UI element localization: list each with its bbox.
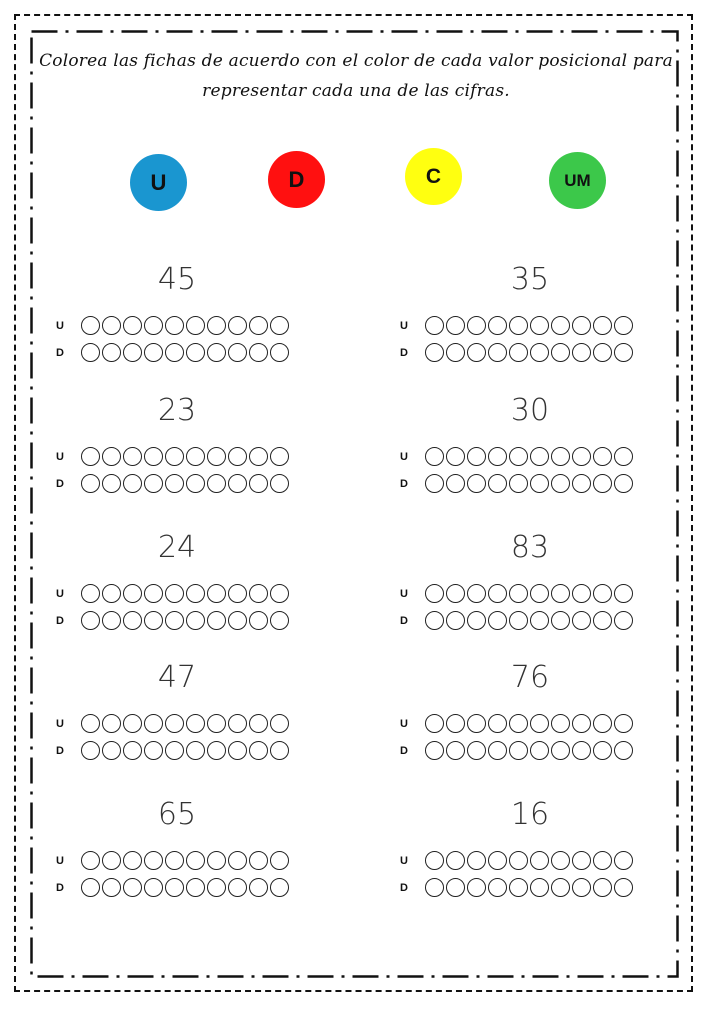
tens-row-label: D: [400, 615, 408, 627]
exercise-number: 83: [510, 530, 550, 565]
colorable-chip[interactable]: [186, 316, 205, 335]
colorable-chip[interactable]: [425, 714, 444, 733]
colorable-chip[interactable]: [144, 878, 163, 897]
colorable-chip[interactable]: [123, 851, 142, 870]
legend-label: D: [288, 166, 305, 192]
colorable-chip[interactable]: [509, 584, 528, 603]
colorable-chip[interactable]: [123, 741, 142, 760]
colorable-chip[interactable]: [207, 741, 226, 760]
colorable-chip[interactable]: [144, 611, 163, 630]
tens-chip-row: [81, 878, 289, 897]
colorable-chip[interactable]: [249, 474, 268, 493]
colorable-chip[interactable]: [102, 584, 121, 603]
colorable-chip[interactable]: [614, 611, 633, 630]
colorable-chip[interactable]: [186, 741, 205, 760]
colorable-chip[interactable]: [509, 714, 528, 733]
colorable-chip[interactable]: [270, 343, 289, 362]
colorable-chip[interactable]: [81, 741, 100, 760]
colorable-chip[interactable]: [270, 878, 289, 897]
tens-row-label: D: [400, 347, 408, 359]
colorable-chip[interactable]: [572, 343, 591, 362]
colorable-chip[interactable]: [249, 741, 268, 760]
colorable-chip[interactable]: [614, 474, 633, 493]
colorable-chip[interactable]: [488, 316, 507, 335]
colorable-chip[interactable]: [228, 447, 247, 466]
colorable-chip[interactable]: [593, 584, 612, 603]
tens-row-label: D: [56, 478, 64, 490]
colorable-chip[interactable]: [488, 878, 507, 897]
colorable-chip[interactable]: [446, 447, 465, 466]
colorable-chip[interactable]: [572, 878, 591, 897]
exercise-number: 30: [510, 393, 550, 428]
colorable-chip[interactable]: [551, 714, 570, 733]
colorable-chip[interactable]: [81, 851, 100, 870]
colorable-chip[interactable]: [186, 851, 205, 870]
colorable-chip[interactable]: [270, 584, 289, 603]
colorable-chip[interactable]: [446, 611, 465, 630]
units-row-label: U: [400, 855, 408, 867]
instruction-text: [36, 46, 676, 106]
exercise-number: 45: [157, 262, 197, 297]
colorable-chip[interactable]: [467, 714, 486, 733]
units-chip-row: [81, 714, 289, 733]
colorable-chip[interactable]: [488, 741, 507, 760]
colorable-chip[interactable]: [144, 447, 163, 466]
colorable-chip[interactable]: [425, 584, 444, 603]
colorable-chip[interactable]: [249, 714, 268, 733]
colorable-chip[interactable]: [467, 343, 486, 362]
colorable-chip[interactable]: [144, 474, 163, 493]
colorable-chip[interactable]: [123, 878, 142, 897]
colorable-chip[interactable]: [186, 611, 205, 630]
legend-chip-hundreds: [405, 148, 462, 205]
colorable-chip[interactable]: [207, 714, 226, 733]
units-row-label: U: [400, 320, 408, 332]
tens-chip-row: [81, 343, 289, 362]
colorable-chip[interactable]: [186, 878, 205, 897]
colorable-chip[interactable]: [228, 316, 247, 335]
colorable-chip[interactable]: [165, 851, 184, 870]
colorable-chip[interactable]: [228, 611, 247, 630]
colorable-chip[interactable]: [593, 343, 612, 362]
colorable-chip[interactable]: [614, 851, 633, 870]
colorable-chip[interactable]: [228, 584, 247, 603]
units-chip-row: [425, 851, 633, 870]
colorable-chip[interactable]: [530, 714, 549, 733]
tens-chip-row: [81, 474, 289, 493]
exercise-number: 23: [157, 393, 197, 428]
colorable-chip[interactable]: [249, 343, 268, 362]
colorable-chip[interactable]: [102, 851, 121, 870]
tens-row-label: D: [56, 615, 64, 627]
colorable-chip[interactable]: [509, 343, 528, 362]
tens-row-label: D: [56, 347, 64, 359]
legend-label: U: [150, 169, 167, 195]
colorable-chip[interactable]: [102, 878, 121, 897]
colorable-chip[interactable]: [446, 878, 465, 897]
colorable-chip[interactable]: [207, 343, 226, 362]
colorable-chip[interactable]: [446, 584, 465, 603]
legend-label: UM: [564, 170, 591, 190]
colorable-chip[interactable]: [81, 474, 100, 493]
colorable-chip[interactable]: [551, 316, 570, 335]
colorable-chip[interactable]: [551, 584, 570, 603]
colorable-chip[interactable]: [165, 343, 184, 362]
colorable-chip[interactable]: [102, 714, 121, 733]
colorable-chip[interactable]: [207, 474, 226, 493]
colorable-chip[interactable]: [509, 611, 528, 630]
colorable-chip[interactable]: [165, 611, 184, 630]
colorable-chip[interactable]: [165, 741, 184, 760]
colorable-chip[interactable]: [551, 741, 570, 760]
colorable-chip[interactable]: [551, 474, 570, 493]
units-chip-row: [81, 316, 289, 335]
colorable-chip[interactable]: [572, 611, 591, 630]
colorable-chip[interactable]: [614, 878, 633, 897]
colorable-chip[interactable]: [509, 741, 528, 760]
exercise-number: 35: [510, 262, 550, 297]
units-chip-row: [425, 316, 633, 335]
colorable-chip[interactable]: [425, 447, 444, 466]
colorable-chip[interactable]: [249, 447, 268, 466]
tens-chip-row: [425, 611, 633, 630]
colorable-chip[interactable]: [530, 316, 549, 335]
colorable-chip[interactable]: [228, 878, 247, 897]
legend-chip-units: [130, 154, 187, 211]
colorable-chip[interactable]: [509, 474, 528, 493]
colorable-chip[interactable]: [551, 851, 570, 870]
legend-chip-tens: [268, 151, 325, 208]
tens-chip-row: [81, 611, 289, 630]
colorable-chip[interactable]: [446, 741, 465, 760]
tens-chip-row: [425, 741, 633, 760]
tens-chip-row: [425, 343, 633, 362]
tens-chip-row: [81, 741, 289, 760]
units-row-label: U: [56, 588, 64, 600]
exercise-number: 65: [157, 797, 197, 832]
colorable-chip[interactable]: [614, 714, 633, 733]
colorable-chip[interactable]: [123, 611, 142, 630]
colorable-chip[interactable]: [509, 447, 528, 466]
units-chip-row: [425, 447, 633, 466]
colorable-chip[interactable]: [207, 316, 226, 335]
colorable-chip[interactable]: [593, 316, 612, 335]
colorable-chip[interactable]: [207, 584, 226, 603]
colorable-chip[interactable]: [530, 343, 549, 362]
units-chip-row: [81, 447, 289, 466]
colorable-chip[interactable]: [425, 343, 444, 362]
colorable-chip[interactable]: [228, 343, 247, 362]
colorable-chip[interactable]: [270, 741, 289, 760]
colorable-chip[interactable]: [186, 714, 205, 733]
colorable-chip[interactable]: [186, 584, 205, 603]
colorable-chip[interactable]: [425, 611, 444, 630]
colorable-chip[interactable]: [488, 611, 507, 630]
colorable-chip[interactable]: [551, 343, 570, 362]
legend-label: C: [425, 164, 442, 188]
units-row-label: U: [56, 451, 64, 463]
units-row-label: U: [400, 588, 408, 600]
colorable-chip[interactable]: [467, 584, 486, 603]
colorable-chip[interactable]: [530, 878, 549, 897]
colorable-chip[interactable]: [488, 851, 507, 870]
colorable-chip[interactable]: [270, 714, 289, 733]
colorable-chip[interactable]: [572, 474, 591, 493]
colorable-chip[interactable]: [186, 343, 205, 362]
colorable-chip[interactable]: [123, 316, 142, 335]
colorable-chip[interactable]: [530, 741, 549, 760]
colorable-chip[interactable]: [488, 584, 507, 603]
units-chip-row: [81, 851, 289, 870]
colorable-chip[interactable]: [593, 611, 612, 630]
colorable-chip[interactable]: [446, 316, 465, 335]
colorable-chip[interactable]: [593, 474, 612, 493]
colorable-chip[interactable]: [593, 878, 612, 897]
colorable-chip[interactable]: [102, 611, 121, 630]
colorable-chip[interactable]: [249, 851, 268, 870]
colorable-chip[interactable]: [509, 878, 528, 897]
instruction-line-2: representar cada una de las cifras.: [202, 81, 510, 101]
units-chip-row: [425, 584, 633, 603]
units-row-label: U: [400, 451, 408, 463]
colorable-chip[interactable]: [488, 474, 507, 493]
colorable-chip[interactable]: [228, 474, 247, 493]
colorable-chip[interactable]: [270, 447, 289, 466]
tens-chip-row: [425, 878, 633, 897]
colorable-chip[interactable]: [249, 878, 268, 897]
exercise-number: 24: [157, 530, 197, 565]
colorable-chip[interactable]: [144, 741, 163, 760]
colorable-chip[interactable]: [551, 878, 570, 897]
units-row-label: U: [400, 718, 408, 730]
colorable-chip[interactable]: [488, 714, 507, 733]
colorable-chip[interactable]: [270, 474, 289, 493]
colorable-chip[interactable]: [228, 741, 247, 760]
colorable-chip[interactable]: [572, 584, 591, 603]
colorable-chip[interactable]: [551, 611, 570, 630]
colorable-chip[interactable]: [144, 851, 163, 870]
colorable-chip[interactable]: [81, 447, 100, 466]
colorable-chip[interactable]: [572, 851, 591, 870]
colorable-chip[interactable]: [572, 447, 591, 466]
colorable-chip[interactable]: [593, 447, 612, 466]
colorable-chip[interactable]: [446, 343, 465, 362]
colorable-chip[interactable]: [530, 447, 549, 466]
colorable-chip[interactable]: [81, 584, 100, 603]
instruction-line-1: Colorea las fichas de acuerdo con el color de cada valor posicional para: [39, 51, 673, 71]
tens-row-label: D: [400, 478, 408, 490]
colorable-chip[interactable]: [144, 316, 163, 335]
colorable-chip[interactable]: [446, 851, 465, 870]
colorable-chip[interactable]: [446, 474, 465, 493]
colorable-chip[interactable]: [530, 851, 549, 870]
colorable-chip[interactable]: [467, 447, 486, 466]
colorable-chip[interactable]: [614, 741, 633, 760]
colorable-chip[interactable]: [228, 714, 247, 733]
colorable-chip[interactable]: [165, 447, 184, 466]
colorable-chip[interactable]: [467, 741, 486, 760]
legend-chip-thousands: [549, 152, 606, 209]
colorable-chip[interactable]: [102, 343, 121, 362]
colorable-chip[interactable]: [81, 316, 100, 335]
colorable-chip[interactable]: [249, 584, 268, 603]
colorable-chip[interactable]: [249, 611, 268, 630]
units-chip-row: [81, 584, 289, 603]
exercise-number: 76: [510, 660, 550, 695]
colorable-chip[interactable]: [81, 611, 100, 630]
tens-row-label: D: [56, 745, 64, 757]
colorable-chip[interactable]: [614, 316, 633, 335]
colorable-chip[interactable]: [144, 714, 163, 733]
colorable-chip[interactable]: [572, 741, 591, 760]
colorable-chip[interactable]: [551, 447, 570, 466]
tens-row-label: D: [56, 882, 64, 894]
colorable-chip[interactable]: [81, 714, 100, 733]
colorable-chip[interactable]: [572, 316, 591, 335]
colorable-chip[interactable]: [530, 584, 549, 603]
colorable-chip[interactable]: [123, 474, 142, 493]
colorable-chip[interactable]: [123, 584, 142, 603]
colorable-chip[interactable]: [467, 851, 486, 870]
colorable-chip[interactable]: [123, 343, 142, 362]
colorable-chip[interactable]: [144, 343, 163, 362]
colorable-chip[interactable]: [207, 851, 226, 870]
colorable-chip[interactable]: [467, 611, 486, 630]
colorable-chip[interactable]: [123, 714, 142, 733]
colorable-chip[interactable]: [593, 851, 612, 870]
colorable-chip[interactable]: [593, 714, 612, 733]
colorable-chip[interactable]: [488, 343, 507, 362]
colorable-chip[interactable]: [81, 878, 100, 897]
colorable-chip[interactable]: [102, 316, 121, 335]
colorable-chip[interactable]: [614, 343, 633, 362]
exercise-number: 47: [157, 660, 197, 695]
colorable-chip[interactable]: [165, 316, 184, 335]
colorable-chip[interactable]: [207, 447, 226, 466]
colorable-chip[interactable]: [144, 584, 163, 603]
colorable-chip[interactable]: [530, 611, 549, 630]
colorable-chip[interactable]: [425, 474, 444, 493]
tens-chip-row: [425, 474, 633, 493]
colorable-chip[interactable]: [467, 316, 486, 335]
colorable-chip[interactable]: [186, 447, 205, 466]
colorable-chip[interactable]: [186, 474, 205, 493]
colorable-chip[interactable]: [425, 741, 444, 760]
tens-row-label: D: [400, 882, 408, 894]
colorable-chip[interactable]: [165, 878, 184, 897]
units-row-label: U: [56, 855, 64, 867]
colorable-chip[interactable]: [102, 474, 121, 493]
colorable-chip[interactable]: [228, 851, 247, 870]
colorable-chip[interactable]: [467, 878, 486, 897]
colorable-chip[interactable]: [270, 316, 289, 335]
colorable-chip[interactable]: [102, 741, 121, 760]
colorable-chip[interactable]: [165, 474, 184, 493]
colorable-chip[interactable]: [614, 584, 633, 603]
colorable-chip[interactable]: [270, 851, 289, 870]
colorable-chip[interactable]: [593, 741, 612, 760]
colorable-chip[interactable]: [425, 878, 444, 897]
colorable-chip[interactable]: [488, 447, 507, 466]
colorable-chip[interactable]: [81, 343, 100, 362]
units-chip-row: [425, 714, 633, 733]
colorable-chip[interactable]: [509, 851, 528, 870]
colorable-chip[interactable]: [165, 714, 184, 733]
colorable-chip[interactable]: [165, 584, 184, 603]
colorable-chip[interactable]: [572, 714, 591, 733]
units-row-label: U: [56, 718, 64, 730]
colorable-chip[interactable]: [102, 447, 121, 466]
colorable-chip[interactable]: [425, 316, 444, 335]
colorable-chip[interactable]: [207, 611, 226, 630]
tens-row-label: D: [400, 745, 408, 757]
units-row-label: U: [56, 320, 64, 332]
colorable-chip[interactable]: [467, 474, 486, 493]
colorable-chip[interactable]: [530, 474, 549, 493]
colorable-chip[interactable]: [249, 316, 268, 335]
colorable-chip[interactable]: [123, 447, 142, 466]
exercise-number: 16: [510, 797, 550, 832]
colorable-chip[interactable]: [446, 714, 465, 733]
colorable-chip[interactable]: [614, 447, 633, 466]
colorable-chip[interactable]: [425, 851, 444, 870]
colorable-chip[interactable]: [207, 878, 226, 897]
colorable-chip[interactable]: [509, 316, 528, 335]
colorable-chip[interactable]: [270, 611, 289, 630]
